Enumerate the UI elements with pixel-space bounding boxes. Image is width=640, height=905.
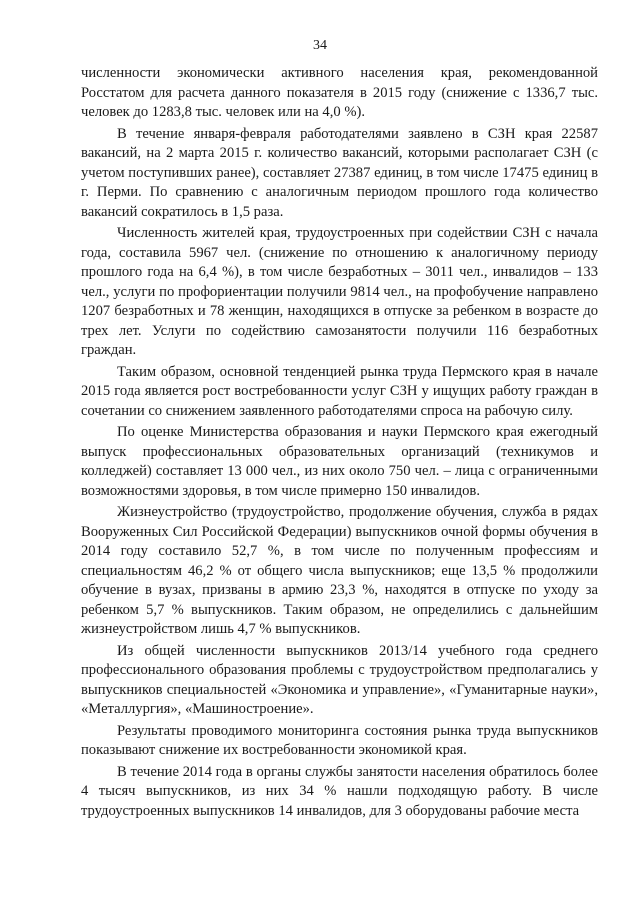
page-number: 34 (313, 38, 327, 53)
paragraph-vacancies: В течение января-февраля работодателями заявлено в СЗН края 22587 вакансий, на 2 марта 2015 г. количество вакансий, которыми располагает СЗН (с учетом поступивших ранее), составляет 27387 единиц, в том числе 17475 единиц в г. Перми. По сравнению с аналогичным периодом прошлого года количество вакансий сократилось в 1,5 раза. (81, 125, 598, 220)
paragraph-conclusion: Таким образом, основной тенденцией рынка труда Пермского края в начале 2015 года является рост востребованности услуг СЗН у ищущих работу граждан в сочетании со снижением заявленного работодателями спроса на рабочую силу. (81, 363, 598, 419)
paragraph-graduates-estimate: По оценке Министерства образования и науки Пермского края ежегодный выпуск профессиональных образовательных организаций (техникумов и колледжей) составляет 13 000 чел., из них около 750 чел. – лица с ограниченными возможностями здоровья, в том числе примерно 150 инвалидов. (81, 424, 598, 499)
paragraph-graduates-placement: Жизнеустройство (трудоустройство, продолжение обучения, служба в рядах Вооруженных Сил Российской Федерации) выпускников очной формы обучения в 2014 году составило 52,7 %, в том числе по полученным профессиям и специальностям 46,2 % от общего числа выпускников; еще 13,5 % продолжили обучение в вузах, призваны в армию 23,3 %, находятся в отпуске по уходу за ребенком 5,7 % выпускников. Таким образом, не определились с дальнейшим жизнеустройством лишь 4,7 % выпускников. (81, 504, 598, 637)
paragraph-employment: Численность жителей края, трудоустроенных при содействии СЗН с начала года, составила 5967 чел. (снижение по отношению к аналогичному периоду прошлого года на 6,4 %), в том числе безработных – 3011 чел., инвалидов – 133 чел., услуги по профориентации получили 9814 чел., на профобучение направлено 1207 безработных и 78 женщин, находящихся в отпуске за ребенком в возрасте до трех лет. Услуги по содействию самозанятости получили 116 безработных граждан. (81, 225, 598, 358)
paragraph-monitoring: Результаты проводимого мониторинга состояния рынка труда выпускников показывают снижение их востребованности экономикой края. (81, 722, 598, 758)
document-body (81, 64, 598, 823)
paragraph-continuation: численности экономически активного населения края, рекомендованной Росстатом для расчета данного показателя в 2015 году (снижение с 1336,7 тыс. человек до 1283,8 тыс. человек или на 4,0 %). (81, 65, 598, 120)
paragraph-employment-service: В течение 2014 года в органы службы занятости населения обратилось более 4 тысяч выпускников, из них 34 % нашли подходящую работу. В числе трудоустроенных выпускников 14 инвалидов, для 3 оборудованы рабочие места (81, 763, 598, 819)
paragraph-specialties: Из общей численности выпускников 2013/14 учебного года среднего профессионального образования проблемы с трудоустройством предполагались у выпускников специальностей «Экономика и управление», «Гуманитарные науки», «Металлургия», «Машиностроение». (81, 642, 598, 717)
